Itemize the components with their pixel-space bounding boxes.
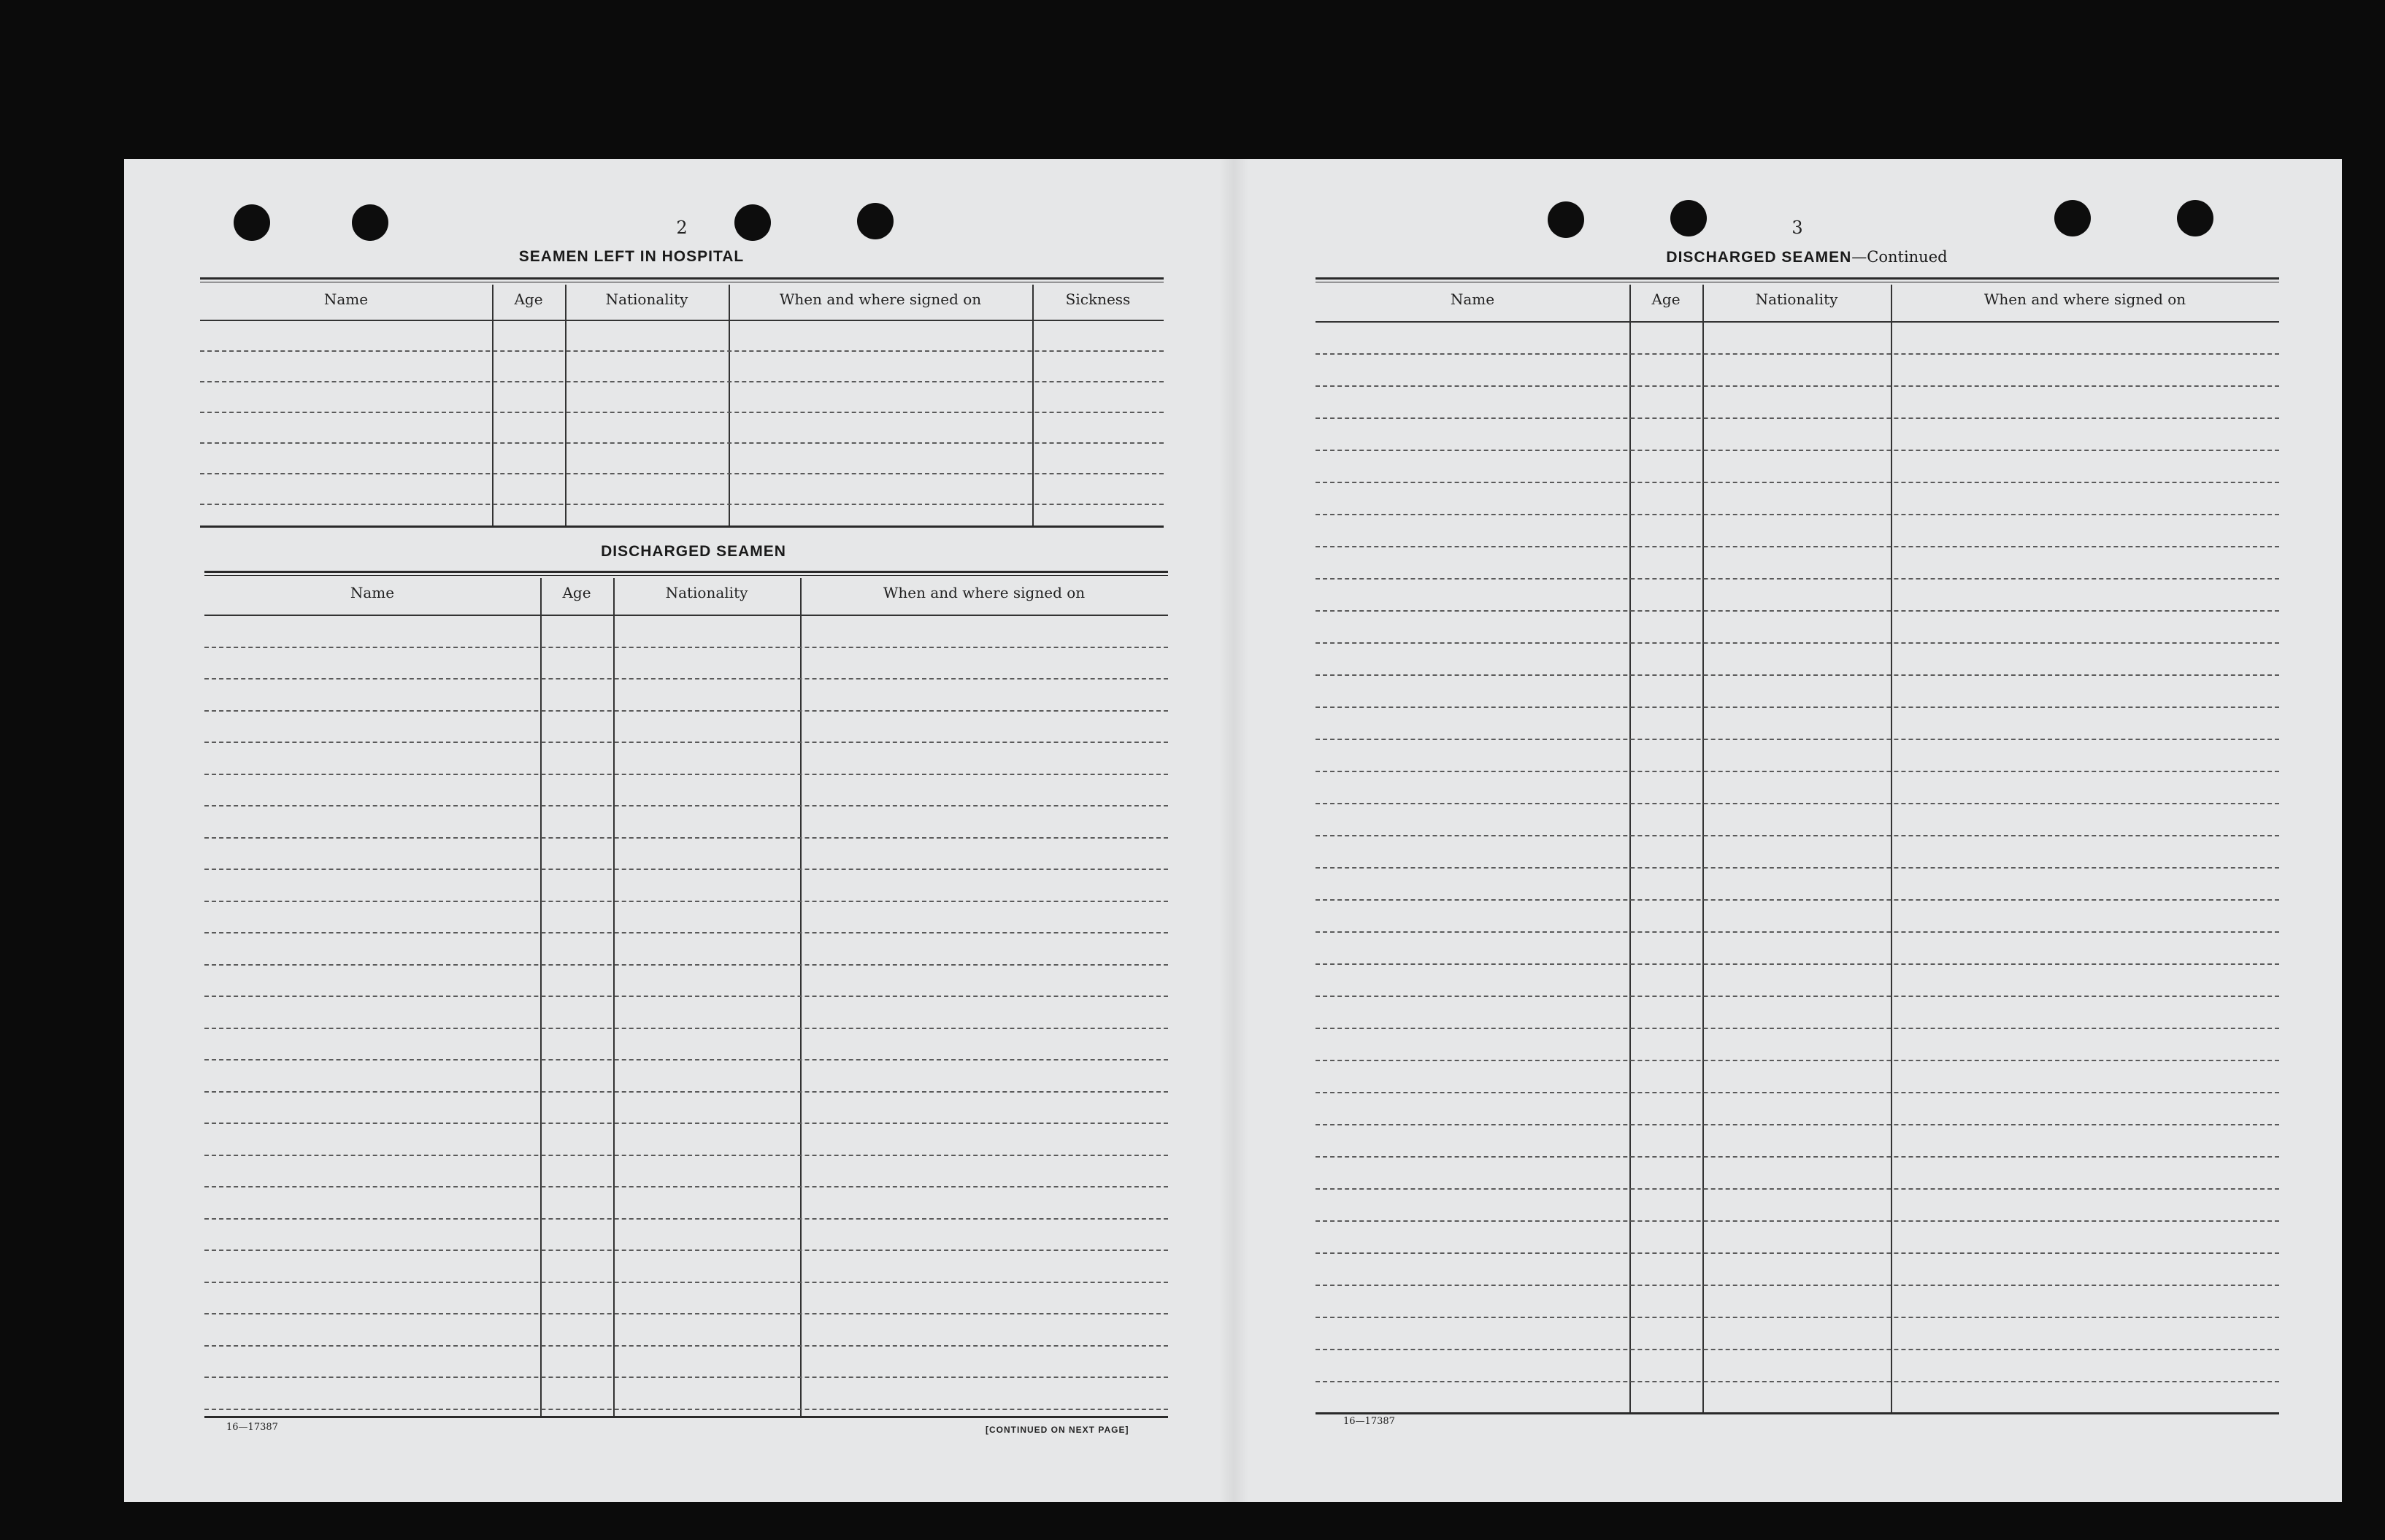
table-header-rule [1316, 321, 2279, 323]
hospital-table [200, 277, 1164, 525]
continued-row [1316, 482, 2279, 483]
continued-row [1316, 385, 2279, 387]
continued-row [1316, 1252, 2279, 1254]
continued-row [1316, 835, 2279, 836]
hospital-row [200, 473, 1164, 474]
continued-row [1316, 931, 2279, 933]
discharged-row [204, 1313, 1168, 1314]
punch-hole [352, 204, 388, 241]
discharged-row [204, 901, 1168, 902]
discharged-row [204, 1282, 1168, 1283]
column-divider [1629, 285, 1631, 1412]
continued-header-3: When and where signed on [1983, 290, 2186, 308]
discharged-row [204, 1155, 1168, 1156]
table-top-rule [1316, 277, 2279, 280]
discharged-section-title: DISCHARGED SEAMEN [601, 543, 786, 560]
hospital-row [200, 381, 1164, 382]
hospital-section-title: SEAMEN LEFT IN HOSPITAL [518, 248, 745, 265]
continued-table [1316, 277, 2279, 1412]
continued-row [1316, 546, 2279, 547]
form-sheet [124, 159, 2342, 1502]
discharged-table [204, 571, 1168, 1416]
continued-row [1316, 996, 2279, 997]
punch-hole [734, 204, 771, 241]
discharged-row [204, 1091, 1168, 1093]
discharged-row [204, 678, 1168, 679]
table-bottom-rule [1316, 1412, 2279, 1414]
continued-row [1316, 899, 2279, 901]
discharged-row [204, 1345, 1168, 1347]
punch-hole [1548, 201, 1584, 238]
table-top-rule [204, 575, 1168, 576]
continued-row [1316, 674, 2279, 676]
continued-row [1316, 1285, 2279, 1286]
discharged-row [204, 805, 1168, 806]
continued-header-2: Nationality [1755, 290, 1838, 308]
continued-row [1316, 1381, 2279, 1382]
column-divider [540, 578, 542, 1416]
discharged-row [204, 710, 1168, 712]
continued-row [1316, 1028, 2279, 1029]
discharged-row [204, 647, 1168, 648]
form-number-left: 16—17387 [226, 1422, 278, 1433]
discharged-header-2: Nationality [665, 584, 748, 601]
discharged-header-1: Age [562, 584, 591, 601]
continued-row [1316, 739, 2279, 740]
discharged-row [204, 742, 1168, 743]
discharged-row [204, 774, 1168, 775]
hospital-header-3: When and where signed on [779, 290, 982, 308]
column-divider [565, 285, 567, 525]
continued-row [1316, 417, 2279, 419]
column-divider [1891, 285, 1892, 1412]
continued-row [1316, 1092, 2279, 1093]
discharged-row [204, 1123, 1168, 1124]
discharged-header-0: Name [350, 584, 395, 601]
discharged-row [204, 1218, 1168, 1220]
discharged-row [204, 932, 1168, 933]
column-divider [800, 578, 802, 1416]
discharged-row [204, 869, 1168, 870]
continued-row [1316, 707, 2279, 708]
continued-section-title-text: DISCHARGED SEAMEN [1666, 249, 1852, 266]
table-bottom-rule [204, 1416, 1168, 1418]
continued-row [1316, 771, 2279, 772]
hospital-header-4: Sickness [1065, 290, 1131, 308]
hospital-row [200, 442, 1164, 444]
continued-row [1316, 642, 2279, 644]
page-number-right: 3 [1791, 217, 1803, 238]
table-header-rule [200, 320, 1164, 321]
discharged-row [204, 996, 1168, 997]
continued-row [1316, 963, 2279, 965]
table-top-rule [200, 277, 1164, 280]
punch-hole [234, 204, 270, 241]
hospital-header-1: Age [514, 290, 543, 308]
discharged-row [204, 1409, 1168, 1410]
page-number-left: 2 [676, 217, 688, 238]
continued-row [1316, 450, 2279, 451]
continued-row [1316, 353, 2279, 355]
punch-hole [2177, 200, 2213, 236]
column-divider [1032, 285, 1034, 525]
table-top-rule [204, 571, 1168, 573]
column-divider [1702, 285, 1704, 1412]
continued-header-0: Name [1450, 290, 1495, 308]
continued-suffix: —Continued [1851, 248, 1948, 266]
discharged-row [204, 1028, 1168, 1029]
table-bottom-rule [200, 525, 1164, 528]
continued-section-title [1606, 248, 2008, 266]
binding-gutter [1219, 159, 1248, 1502]
continued-row [1316, 1317, 2279, 1318]
form-number-right: 16—17387 [1343, 1416, 1395, 1427]
discharged-row [204, 1186, 1168, 1187]
table-header-rule [204, 615, 1168, 616]
punch-hole [1670, 200, 1707, 236]
continued-row [1316, 1124, 2279, 1125]
hospital-row [200, 412, 1164, 413]
hospital-header-2: Nationality [605, 290, 688, 308]
hospital-row [200, 504, 1164, 505]
punch-hole [857, 203, 894, 239]
discharged-row [204, 1059, 1168, 1060]
continued-row [1316, 1156, 2279, 1158]
discharged-row [204, 1250, 1168, 1251]
discharged-row [204, 1377, 1168, 1378]
continued-row [1316, 1060, 2279, 1061]
continued-row [1316, 1220, 2279, 1222]
column-divider [492, 285, 493, 525]
discharged-row [204, 964, 1168, 966]
discharged-row [204, 837, 1168, 839]
hospital-row [200, 350, 1164, 352]
column-divider [613, 578, 615, 1416]
continued-row [1316, 610, 2279, 612]
continued-row [1316, 1188, 2279, 1190]
hospital-header-0: Name [323, 290, 369, 308]
column-divider [729, 285, 730, 525]
continued-row [1316, 1349, 2279, 1350]
continued-header-1: Age [1651, 290, 1681, 308]
continued-row [1316, 803, 2279, 804]
continued-note: [CONTINUED ON NEXT PAGE] [986, 1425, 1129, 1435]
discharged-header-3: When and where signed on [883, 584, 1086, 601]
punch-hole [2054, 200, 2091, 236]
continued-row [1316, 867, 2279, 869]
continued-row [1316, 514, 2279, 515]
continued-row [1316, 578, 2279, 580]
